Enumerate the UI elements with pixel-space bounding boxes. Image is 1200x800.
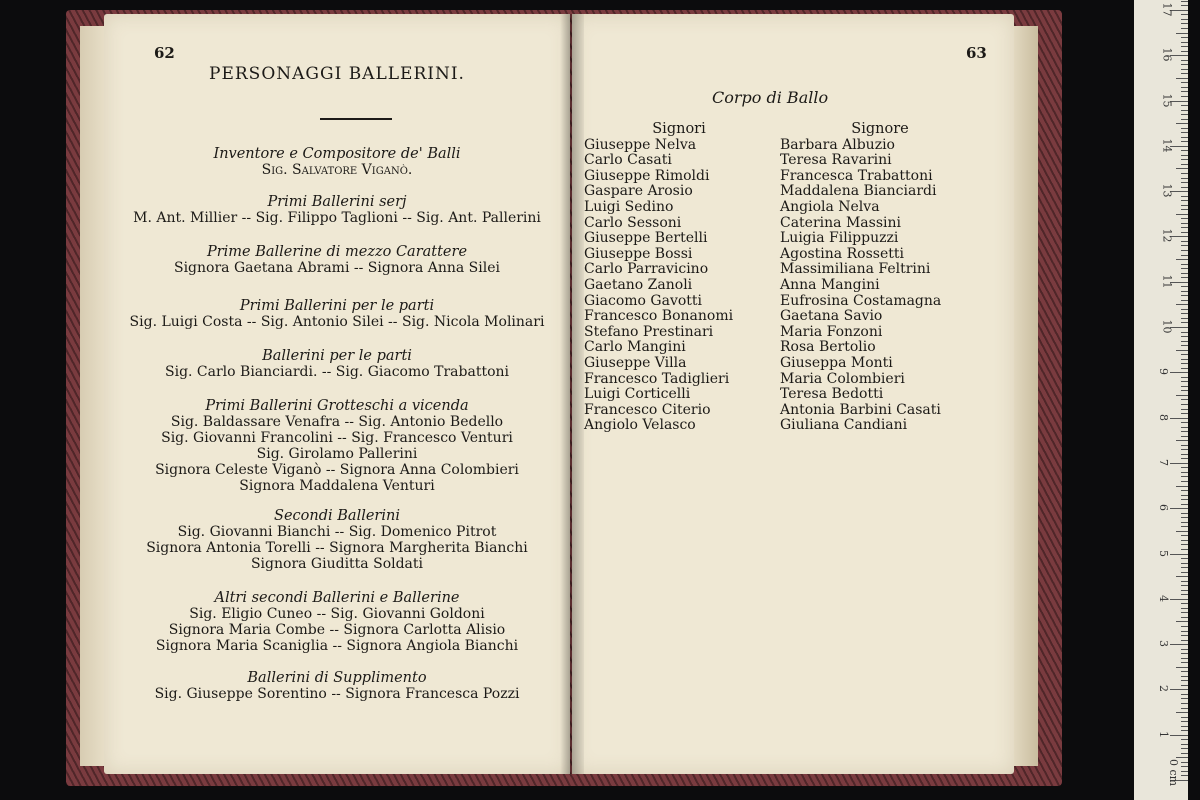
name-entry: Gaetano Zanoli [584,276,693,293]
section-primi-ballerini-serj [104,194,570,226]
section-secondi-ballerini [104,508,570,572]
ruler-tick [1181,173,1188,174]
ruler-number: 8 [1157,413,1170,421]
ruler-tick [1181,241,1188,242]
ruler-number: 5 [1157,549,1170,557]
name-entry: Angiolo Velasco [584,417,696,434]
ruler-number: 17 [1160,2,1174,17]
name-entry: Gaetana Savio [780,308,883,325]
name-entry: Giuseppe Bertelli [584,230,708,247]
ruler-tick [1170,599,1188,600]
ruler-tick [1181,640,1188,641]
book-gutter [560,14,584,774]
ruler-tick [1181,594,1188,595]
ruler-tick [1181,37,1188,38]
signori-column [584,122,774,434]
ruler-tick [1181,608,1188,609]
ruler-tick [1181,363,1188,364]
section-heading: Altri secondi Ballerini e Ballerine [214,590,460,606]
ruler-tick [1176,576,1188,577]
ruler-number: 12 [1160,228,1174,243]
ruler-tick [1181,209,1188,210]
name-entry: Francesco Tadiglieri [584,370,730,387]
ruler-tick [1181,377,1188,378]
ruler-tick [1181,114,1188,115]
ruler-tick [1181,178,1188,179]
name-entry: Francesco Citerio [584,401,711,418]
ruler-tick [1181,449,1188,450]
ruler-tick [1181,23,1188,24]
ruler-tick [1181,476,1188,477]
page-edges-right [1014,26,1038,766]
ruler-number: 2 [1157,685,1170,693]
ruler-tick [1181,132,1188,133]
ruler-tick [1181,703,1188,704]
section-heading: Secondi Ballerini [274,508,400,524]
ruler-tick [1181,159,1188,160]
section-primi-ballerini-parti [104,298,570,330]
ruler-tick [1181,658,1188,659]
section-supplimento [104,670,570,702]
name-entry: Luigia Filippuzzi [780,230,899,247]
ruler-tick [1181,82,1188,83]
ruler-tick [1181,141,1188,142]
name-entry: Francesco Bonanomi [584,308,734,325]
ruler-tick [1181,381,1188,382]
ruler-tick [1181,535,1188,536]
ruler-tick [1176,712,1188,713]
ruler-tick [1181,187,1188,188]
section-prime-ballerine [104,244,570,276]
ruler-tick [1176,78,1188,79]
ruler-tick [1181,205,1188,206]
ruler-tick [1181,60,1188,61]
signore-list [780,138,980,434]
ruler-tick [1181,286,1188,287]
name-entry: Giacomo Gavotti [584,292,703,309]
section-line: Signora Gaetana Abrami -- Signora Anna Silei [173,260,500,276]
section-inventore [104,146,570,178]
ruler-tick [1181,322,1188,323]
ruler-tick [1181,662,1188,663]
ruler-tick [1181,698,1188,699]
ruler-tick [1181,612,1188,613]
ruler-number: 7 [1157,458,1170,466]
ruler-tick [1181,581,1188,582]
ruler-tick [1181,368,1188,369]
ruler-tick [1181,635,1188,636]
ruler-number: 6 [1157,504,1170,512]
ruler-tick [1181,563,1188,564]
name-entry: Caterina Massini [780,214,901,231]
section-heading: Primi Ballerini Grotteschi a vicenda [205,398,469,414]
column-header: Signori [652,121,706,137]
page-number: 62 [154,44,175,62]
ruler-tick [1181,277,1188,278]
ruler-number: 1 [1157,730,1170,738]
name-entry: Teresa Bedotti [780,386,884,403]
ruler-tick [1181,218,1188,219]
ruler-tick [1181,467,1188,468]
name-entry: Giuseppe Bossi [584,245,693,262]
section-line: Signora Antonia Torelli -- Signora Margherita Bianchi [146,540,528,556]
section-line: Signora Giuditta Soldati [250,556,424,572]
ruler-tick [1181,526,1188,527]
section-heading: Inventore e Compositore de' Balli [213,146,461,162]
ruler-tick [1170,735,1188,736]
ruler-tick [1181,295,1188,296]
name-entry: Teresa Ravarini [780,152,892,169]
ruler-tick [1176,531,1188,532]
ruler-tick [1181,227,1188,228]
ruler-tick [1181,685,1188,686]
ruler-tick [1181,255,1188,256]
section-line: Sig. Giovanni Francolini -- Sig. Francesco Venturi [161,430,513,446]
ruler-tick [1181,332,1188,333]
ruler-tick [1181,268,1188,269]
ruler-tick [1181,232,1188,233]
ruler-tick [1181,386,1188,387]
ruler-tick [1181,250,1188,251]
name-entry: Eufrosina Costamagna [780,292,942,309]
name-entry: Anna Mangini [780,276,880,293]
section-line: Sig. Giovanni Bianchi -- Sig. Domenico Pitrot [177,524,497,540]
page-title: PERSONAGGI BALLERINI. [209,64,465,84]
name-entry: Angiola Nelva [780,198,880,215]
ruler-unit-label: 0 cm [1167,758,1181,787]
section-line: Sig. Luigi Costa -- Sig. Antonio Silei -- Sig. Nicola Molinari [129,314,545,330]
ruler-tick [1181,431,1188,432]
ruler-tick [1181,458,1188,459]
ruler-tick [1181,436,1188,437]
ruler-tick [1181,708,1188,709]
signori-list [584,138,774,434]
ruler-tick [1181,585,1188,586]
section-line: Signora Maddalena Venturi [239,478,435,494]
ruler-tick [1181,150,1188,151]
ruler-tick [1181,128,1188,129]
ruler-tick [1181,51,1188,52]
ruler-number: 4 [1157,594,1170,602]
ruler-tick [1181,454,1188,455]
section-line: Sig. Salvatore Viganò. [261,162,413,178]
ruler-tick [1181,273,1188,274]
name-entry: Massimiliana Feltrini [780,261,931,278]
ruler-tick [1181,196,1188,197]
ruler-tick [1181,653,1188,654]
ruler-tick [1181,345,1188,346]
ruler-tick [1181,626,1188,627]
ruler-tick [1181,200,1188,201]
ruler-number: 9 [1157,368,1170,376]
name-entry: Barbara Albuzio [780,136,895,153]
ruler-tick [1181,87,1188,88]
ruler-tick [1181,318,1188,319]
name-entry: Carlo Mangini [584,339,686,356]
page-number: 63 [966,44,987,62]
section-line: Signora Maria Combe -- Signora Carlotta Alisio [168,622,506,638]
ruler-tick [1181,91,1188,92]
title-rule [320,118,392,120]
ruler-number: 10 [1160,319,1174,334]
section-heading: Ballerini di Supplimento [247,670,427,686]
name-entry: Giuseppa Monti [780,354,893,371]
name-entry: Giuseppe Villa [584,354,687,371]
ruler-tick [1181,223,1188,224]
ruler-tick [1181,499,1188,500]
ruler-tick [1181,399,1188,400]
name-entry: Agostina Rossetti [780,245,904,262]
name-entry: Luigi Sedino [584,198,674,215]
section-grotteschi [104,398,570,494]
ruler-tick [1181,517,1188,518]
section-line: Signora Celeste Viganò -- Signora Anna Colombieri [155,462,519,478]
ruler-tick [1181,422,1188,423]
ruler-tick [1181,617,1188,618]
ruler-tick [1181,481,1188,482]
ruler-tick [1181,522,1188,523]
ruler-number: 3 [1157,640,1170,648]
ruler-tick [1181,164,1188,165]
ruler-tick [1176,350,1188,351]
section-line: Sig. Carlo Bianciardi. -- Sig. Giacomo Trabattoni [165,364,509,380]
ruler-tick [1181,549,1188,550]
ruler-tick [1170,644,1188,645]
ruler-tick [1181,300,1188,301]
ruler-tick [1181,1,1188,2]
ruler-tick [1181,336,1188,337]
ruler-tick [1181,717,1188,718]
section-altri-secondi [104,590,570,654]
page-title: Corpo di Ballo [712,88,829,107]
section-line: Sig. Baldassare Venafra -- Sig. Antonio Bedello [170,414,504,430]
ruler-tick [1176,440,1188,441]
section-heading: Ballerini per le parti [262,348,412,364]
section-line: M. Ant. Millier -- Sig. Filippo Taglioni -- Sig. Ant. Pallerini [133,210,541,226]
name-entry: Giuseppe Rimoldi [584,167,710,184]
column-header: Signore [851,121,909,137]
ruler-tick [1181,775,1188,776]
ruler-tick [1181,413,1188,414]
ruler-tick [1181,46,1188,47]
measuring-ruler [1134,0,1188,800]
ruler-tick [1181,680,1188,681]
ruler-tick [1176,259,1188,260]
ruler-tick [1170,689,1188,690]
ruler-tick [1181,572,1188,573]
ruler-tick [1181,676,1188,677]
ruler-tick [1181,14,1188,15]
page-edges-left [80,26,106,766]
ruler-tick [1181,137,1188,138]
right-page [572,14,1014,774]
ruler-tick [1176,214,1188,215]
ruler-tick [1181,427,1188,428]
name-entry: Maria Fonzoni [780,323,883,340]
ruler-tick [1181,119,1188,120]
ruler-tick [1176,395,1188,396]
ruler-tick [1170,418,1188,419]
ruler-tick [1181,110,1188,111]
name-entry: Francesca Trabattoni [780,167,933,184]
ruler-tick [1181,513,1188,514]
section-line: Sig. Giuseppe Sorentino -- Signora Francesca Pozzi [154,686,520,702]
name-entry: Gaspare Arosio [584,183,693,200]
name-entry: Stefano Prestinari [584,323,714,340]
ruler-tick [1170,463,1188,464]
section-heading: Primi Ballerini per le parti [239,298,435,314]
ruler-tick [1181,748,1188,749]
ruler-tick [1181,105,1188,106]
ruler-tick [1181,42,1188,43]
ruler-tick [1181,390,1188,391]
ruler-tick [1181,649,1188,650]
ruler-tick [1181,762,1188,763]
ruler-tick [1176,168,1188,169]
ruler-tick [1181,96,1188,97]
ruler-tick [1181,631,1188,632]
ruler-tick [1181,753,1188,754]
ruler-tick [1170,554,1188,555]
ruler-tick [1170,372,1188,373]
section-line: Signora Maria Scaniglia -- Signora Angiola Bianchi [155,638,519,654]
ruler-number: 16 [1160,47,1174,62]
ruler-tick [1181,771,1188,772]
ruler-tick [1181,245,1188,246]
section-ballerini-parti [104,348,570,380]
name-entry: Giuliana Candiani [780,417,908,434]
ruler-tick [1181,291,1188,292]
ruler-tick [1181,354,1188,355]
ruler-tick [1176,667,1188,668]
ruler-tick [1181,490,1188,491]
ruler-tick [1181,64,1188,65]
name-entry: Carlo Sessoni [584,214,682,231]
ruler-tick [1181,671,1188,672]
section-heading: Primi Ballerini serj [267,194,407,210]
ruler-tick [1181,359,1188,360]
left-page [104,14,570,774]
section-heading: Prime Ballerine di mezzo Carattere [206,244,468,260]
ruler-tick [1176,123,1188,124]
signore-column [780,122,980,434]
section-line: Sig. Eligio Cuneo -- Sig. Giovanni Goldoni [189,606,485,622]
name-entry: Carlo Casati [584,152,672,169]
ruler-number: 15 [1160,93,1174,107]
ruler-tick [1181,409,1188,410]
ruler-tick [1181,5,1188,6]
ruler-tick [1170,508,1188,509]
ruler-number: 14 [1160,138,1174,153]
ruler-tick [1181,744,1188,745]
ruler-tick [1181,445,1188,446]
ruler-tick [1181,739,1188,740]
name-entry: Giuseppe Nelva [584,136,697,153]
ruler-tick [1176,621,1188,622]
ruler-tick [1181,69,1188,70]
ruler-tick [1181,504,1188,505]
ruler-tick [1181,540,1188,541]
ruler-tick [1181,73,1188,74]
ruler-tick [1181,558,1188,559]
name-entry: Maria Colombieri [780,370,905,387]
ruler-tick [1181,28,1188,29]
ruler-tick [1181,182,1188,183]
ruler-number: 11 [1160,274,1174,289]
ruler-tick [1181,264,1188,265]
ruler-tick [1181,766,1188,767]
name-entry: Carlo Parravicino [584,261,709,278]
name-entry: Luigi Corticelli [584,386,691,403]
name-entry: Rosa Bertolio [780,339,876,356]
ruler-tick [1181,567,1188,568]
ruler-number: 13 [1160,183,1174,198]
name-entry: Antonia Barbini Casati [780,401,941,418]
ruler-tick [1181,19,1188,20]
ruler-tick [1181,495,1188,496]
ruler-tick [1181,603,1188,604]
ruler-tick [1181,309,1188,310]
ruler-tick [1181,726,1188,727]
name-entry: Maddalena Bianciardi [780,183,937,200]
ruler-tick [1176,304,1188,305]
ruler-tick [1181,544,1188,545]
ruler-tick [1181,730,1188,731]
section-line: Sig. Girolamo Pallerini [256,446,418,462]
ruler-tick [1181,590,1188,591]
ruler-tick [1181,313,1188,314]
ruler-tick [1181,694,1188,695]
ruler-tick [1181,341,1188,342]
ruler-tick [1181,404,1188,405]
ruler-tick [1176,33,1188,34]
ruler-tick [1181,472,1188,473]
ruler-tick [1181,721,1188,722]
ruler-tick [1176,486,1188,487]
ruler-tick [1181,155,1188,156]
